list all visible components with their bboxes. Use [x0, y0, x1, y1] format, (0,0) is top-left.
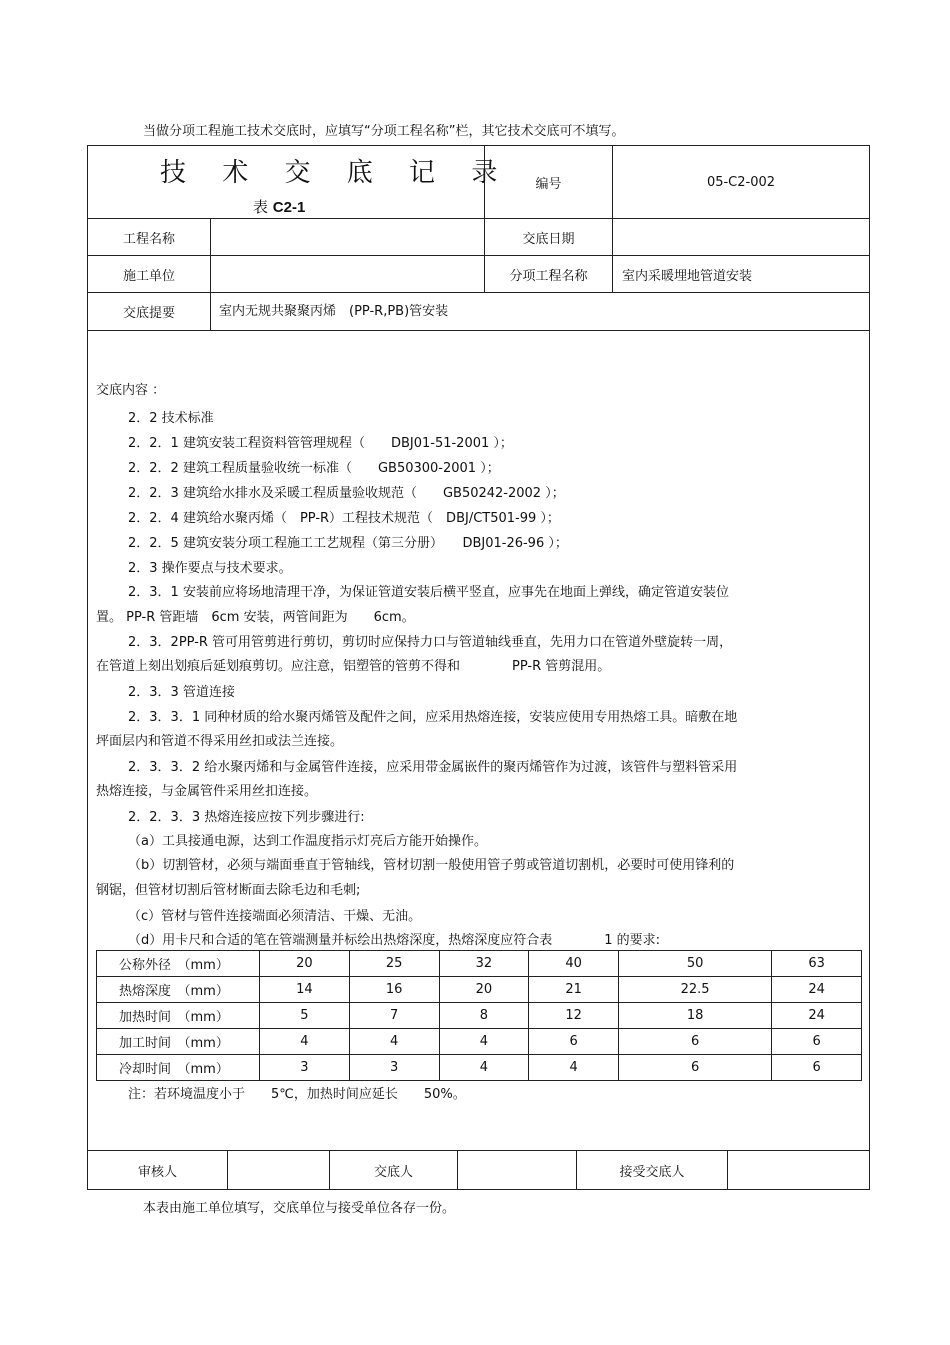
table-cell: 4	[439, 1055, 529, 1081]
form-code-value: C2-1	[272, 199, 306, 216]
table-cell: 5	[260, 1003, 350, 1029]
table-cell: 20	[260, 951, 350, 977]
table-cell: 40	[529, 951, 619, 977]
subproject-label: 分项工程名称	[509, 268, 588, 284]
table-row	[97, 977, 862, 1003]
presenter-label: 交底人	[373, 1165, 413, 1180]
table-cell: 4	[349, 1029, 439, 1055]
table-row	[97, 951, 862, 977]
content-line: 2．3．3 管道连接	[128, 685, 235, 700]
content-line: 坪面层内和管道不得采用丝扣或法兰连接。	[96, 734, 344, 749]
table-cell: 8	[439, 1003, 529, 1029]
table-row	[97, 1029, 862, 1055]
table-row	[97, 1055, 862, 1081]
form-code	[253, 196, 305, 217]
content-line: （d）用卡尺和合适的笔在管端测量并标绘出热熔深度，热熔深度应符合表 1 的要求:	[128, 933, 661, 948]
form-title: 技 术 交 底 记 录	[160, 158, 512, 188]
table-row	[97, 1003, 862, 1029]
table-cell: 12	[529, 1003, 619, 1029]
table-cell: 20	[439, 977, 529, 1003]
date-label: 交底日期	[522, 231, 575, 247]
content-line: 钢锯，但管材切割后管材断面去除毛边和毛刺;	[96, 883, 361, 898]
presenter-field[interactable]	[458, 1151, 576, 1190]
row-label: 加工时间 （mm）	[97, 1029, 260, 1055]
table-cell: 32	[439, 951, 529, 977]
reviewer-label: 审核人	[137, 1165, 177, 1180]
table-cell: 3	[260, 1055, 350, 1081]
table-cell: 4	[529, 1055, 619, 1081]
content-line: 置。 PP-R 管距墙 6cm 安装，两管间距为 6cm。	[96, 610, 415, 625]
date-field[interactable]	[613, 219, 869, 255]
form-code-prefix: 表	[253, 198, 269, 216]
content-line: 2．3．3．2 给水聚丙烯和与金属管件连接，应采用带金属嵌件的聚丙烯管作为过渡，该管件与塑料管采用	[128, 760, 738, 775]
content-line: 2．2 技术标准	[128, 411, 214, 426]
table-cell: 63	[772, 951, 862, 977]
table-cell: 7	[349, 1003, 439, 1029]
content-line: 2．3 操作要点与技术要求。	[128, 561, 292, 576]
row-label: 热熔深度 （mm）	[97, 977, 260, 1003]
divider	[87, 330, 870, 331]
row-label: 公称外径 （mm）	[97, 951, 260, 977]
summary-field[interactable]: 室内无规共聚聚丙烯 (PP-R,PB)管安装	[219, 304, 449, 319]
content-line: 2．3．3．1 同种材质的给水聚丙烯管及配件之间，应采用热熔连接，安装应使用专用热熔工具。暗敷在地	[128, 710, 738, 725]
content-line: 2．3．2PP-R 管可用管剪进行剪切，剪切时应保持力口与管道轴线垂直，先用力口在管道外壁旋转一周，	[128, 635, 733, 650]
table-cell: 50	[619, 951, 772, 977]
content-line: 2．2．2 建筑工程质量验收统一标准（ GB50300-2001 ）；	[128, 461, 500, 476]
content-line: （c）管材与管件连接端面必须清洁、干燥、无油。	[128, 909, 422, 924]
top-note: 当做分项工程施工技术交底时，应填写“分项工程名称”栏，其它技术交底可不填写。	[143, 124, 625, 139]
table-cell: 24	[772, 1003, 862, 1029]
table-cell: 6	[619, 1029, 772, 1055]
table-cell: 22.5	[619, 977, 772, 1003]
table-cell: 25	[349, 951, 439, 977]
content-line: 2．2．3 建筑给水排水及采暖工程质量验收规范（ GB50242-2002 ）；	[128, 486, 565, 501]
table-cell: 6	[772, 1029, 862, 1055]
row-label: 加热时间 （mm）	[97, 1003, 260, 1029]
content-line: 在管道上刻出划痕后延划痕剪切。应注意，铝塑管的管剪不得和 PP-R 管剪混用。	[96, 659, 611, 674]
receiver-label: 接受交底人	[619, 1165, 685, 1180]
number-label: 编号	[535, 176, 562, 192]
bottom-note: 本表由施工单位填写，交底单位与接受单位各存一份。	[143, 1201, 456, 1216]
table-cell: 24	[772, 977, 862, 1003]
content-label: 交底内容 ：	[96, 383, 166, 398]
table-cell: 18	[619, 1003, 772, 1029]
table-cell: 21	[529, 977, 619, 1003]
subproject-field[interactable]: 室内采暖埋地管道安装	[622, 268, 753, 284]
hot-melt-spec-table	[96, 950, 862, 1081]
contractor-field[interactable]	[211, 256, 484, 292]
number-value[interactable]: 05-C2-002	[706, 174, 776, 190]
project-name-field[interactable]	[211, 219, 484, 255]
reviewer-field[interactable]	[228, 1151, 329, 1190]
content-line: （a）工具接通电源，达到工作温度指示灯亮后方能开始操作。	[128, 834, 487, 849]
content-line: 2．2．5 建筑安装分项工程施工工艺规程（第三分册） DBJ01-26-96 ）；	[128, 536, 568, 551]
content-line: 2．2．4 建筑给水聚丙烯（ PP-R）工程技术规范（ DBJ/CT501-99 ）；	[128, 511, 560, 526]
table-cell: 4	[260, 1029, 350, 1055]
temperature-note: 注：若环境温度小于 5℃，加热时间应延长 50%。	[128, 1087, 466, 1102]
receiver-field[interactable]	[728, 1151, 869, 1190]
summary-label: 交底提要	[122, 306, 175, 321]
project-name-label: 工程名称	[122, 231, 175, 247]
table-cell: 4	[439, 1029, 529, 1055]
table-cell: 16	[349, 977, 439, 1003]
content-line: 2．2．1 建筑安装工程资料管管理规程（ DBJ01-51-2001 ）；	[128, 436, 513, 451]
table-cell: 6	[619, 1055, 772, 1081]
content-line: 热熔连接，与金属管件采用丝扣连接。	[96, 784, 318, 799]
content-line: （b）切割管材，必须与端面垂直于管轴线，管材切割一般使用管子剪或管道切割机，必要时可使用锋利的	[128, 858, 735, 873]
table-cell: 6	[772, 1055, 862, 1081]
row-label: 冷却时间 （mm）	[97, 1055, 260, 1081]
contractor-label: 施工单位	[122, 268, 175, 284]
table-cell: 3	[349, 1055, 439, 1081]
table-cell: 6	[529, 1029, 619, 1055]
content-line: 2．2．3．3 热熔连接应按下列步骤进行:	[128, 810, 365, 825]
content-line: 2．3．1 安装前应将场地清理干净，为保证管道安装后横平竖直，应事先在地面上弹线，确定管道安装位	[128, 585, 729, 600]
table-cell: 14	[260, 977, 350, 1003]
